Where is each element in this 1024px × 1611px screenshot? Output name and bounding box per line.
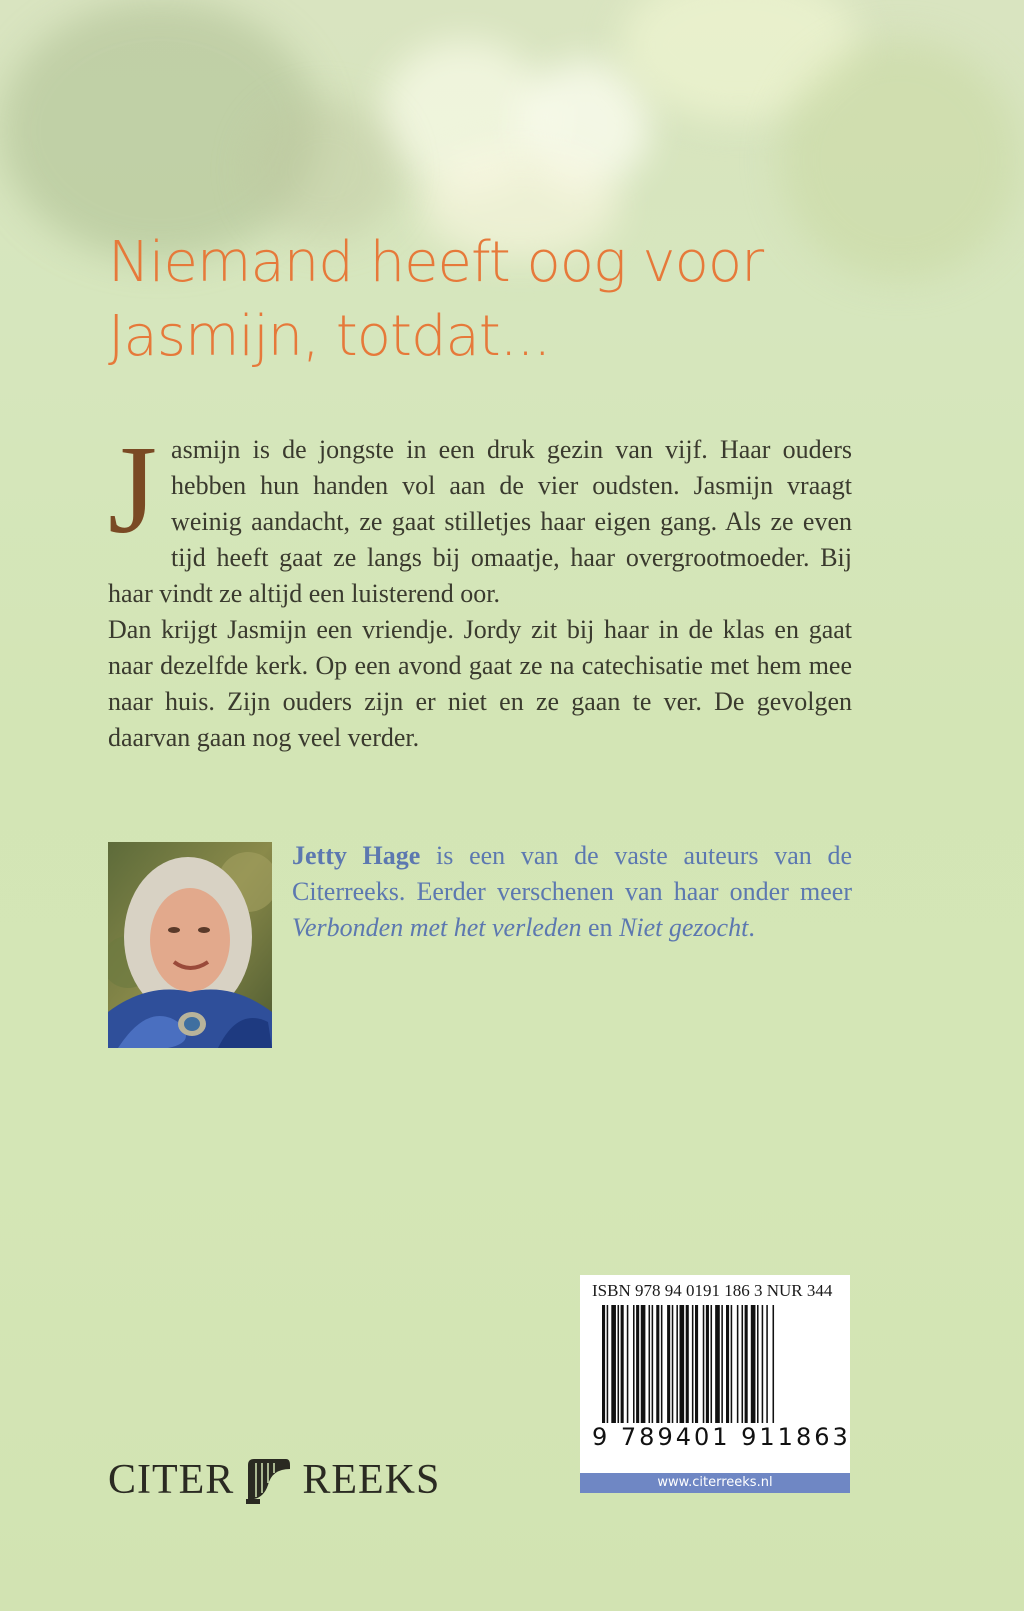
barcode-bar [611,1305,616,1423]
barcode-bar [661,1305,663,1423]
blurb-text [108,421,852,756]
barcode-bar [731,1305,733,1423]
barcode-bar [656,1305,659,1423]
barcode-bar [751,1305,756,1423]
barcode-bar [672,1305,674,1423]
author-bio [292,838,852,946]
barcode-bar [636,1305,639,1423]
cover-headline [108,226,928,374]
isbn-text: ISBN 978 94 0191 186 3 NUR 344 [592,1281,833,1300]
barcode-bar [711,1305,713,1423]
barcode-bar [621,1305,624,1423]
barcode-bar [667,1305,670,1423]
barcode-bar [676,1305,678,1423]
barcode-bar [686,1305,689,1423]
barcode-bar [726,1305,729,1423]
barcode-bar [703,1305,705,1423]
barcode-bar [721,1305,723,1423]
barcode [602,1305,834,1423]
logo-text-right: REEKS [302,1457,441,1503]
barcode-bar [692,1305,694,1423]
barcode-bar [607,1305,609,1423]
book-title-1: Verbonden met het verleden [292,913,582,942]
barcode-bar [649,1305,651,1423]
barcode-digits: 9 789401 911863 [592,1423,851,1451]
barcode-bar [602,1305,605,1423]
blurb-paragraph-1: asmijn is de jongste in een druk gezin van vijf. Haar ouders hebben hun handen vol aan de vier oudsten. Jasmijn vraagt weinig aandacht, ze gaat stilletjes haar eigen gang. Als ze even tijd heeft gaat ze langs bij omaatje, haar overgrootmoeder. Bij haar vindt ze altijd een luisterend oor. [108,435,852,608]
barcode-bar [745,1305,748,1423]
blurb-paragraph-2: Dan krijgt Jasmijn een vriendje. Jordy zit bij haar in de klas en gaat naar dezelfde kerk. Op een avond gaat ze na catechisatie met hem mee naar huis. Zijn ouders zijn er niet en ze gaan te ver. De gevolgen daarvan gaan nog veel verder. [108,615,852,752]
barcode-bar [762,1305,764,1423]
harp-icon [242,1455,294,1505]
barcode-bar [618,1305,620,1423]
barcode-bar [766,1305,768,1423]
barcode-bar [627,1305,629,1423]
publisher-logo [108,1455,440,1505]
bio-text-1: is een van de vaste auteurs van de Citerreeks. Eerder verschenen van haar onder meer [292,841,852,906]
barcode-bar [742,1305,744,1423]
barcode-bar [641,1305,646,1423]
barcode-bar [773,1305,775,1423]
bokeh-light [250,100,400,240]
barcode-bar [715,1305,720,1423]
barcode-bar [706,1305,709,1423]
barcode-bar [680,1305,685,1423]
barcode-bar [737,1305,739,1423]
bio-text-3: . [748,913,755,942]
author-photo [108,842,272,1048]
drop-cap: J [108,421,158,560]
book-title-2: Niet gezocht [619,913,749,942]
author-portrait-image [108,842,272,1048]
logo-text-left: CITER [108,1457,235,1503]
barcode-bar [757,1305,759,1423]
headline-line-2: Jasmijn, totdat... [108,304,551,369]
author-name: Jetty Hage [292,841,421,870]
barcode-bar [695,1305,698,1423]
website-url: www.citerreeks.nl [580,1473,850,1493]
barcode-bar [652,1305,654,1423]
headline-line-1: Niemand heeft oog voor [108,230,764,295]
bio-text-2: en [581,913,620,942]
barcode-label [580,1275,850,1493]
barcode-bar [633,1305,635,1423]
